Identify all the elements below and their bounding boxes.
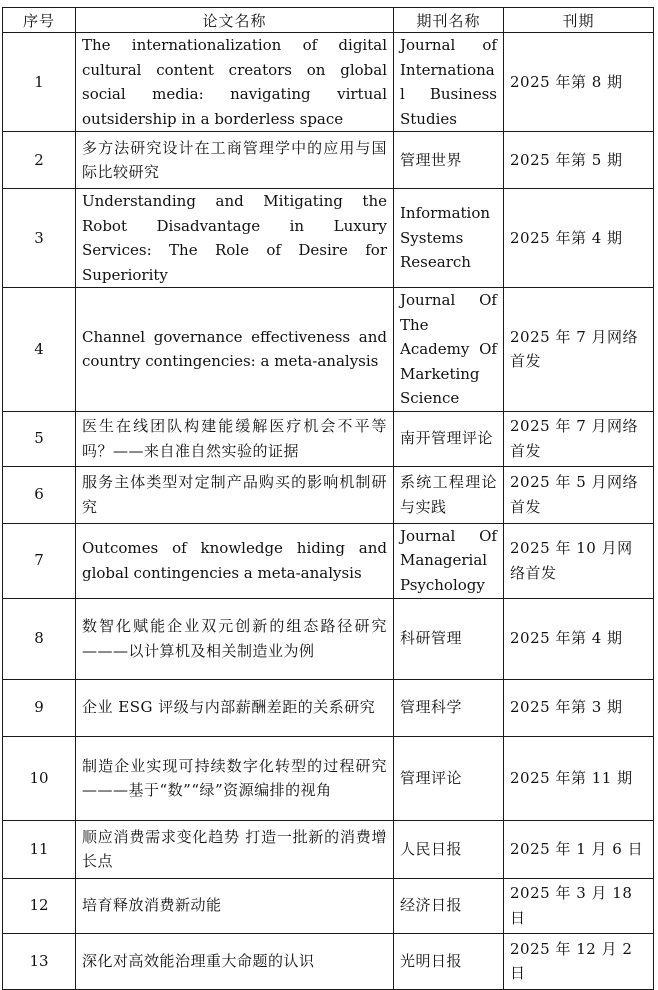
header-issue: 刊期: [504, 8, 654, 33]
table-row: [3, 598, 654, 679]
table-row: [3, 878, 654, 933]
issue-date: 2025 年第 3 期: [504, 679, 654, 736]
paper-title: 多方法研究设计在工商管理学中的应用与国际比较研究: [76, 132, 394, 189]
issue-date: 2025 年第 11 期: [504, 736, 654, 820]
row-number: 6: [3, 466, 76, 523]
journal-name: 科研管理: [394, 598, 504, 679]
journal-name: 系统工程理论与实践: [394, 466, 504, 523]
journal-name: 南开管理评论: [394, 411, 504, 466]
issue-date: 2025 年 5 月网络首发: [504, 466, 654, 523]
table-row: [3, 736, 654, 820]
issue-date: 2025 年 7 月网络首发: [504, 288, 654, 412]
row-number: 3: [3, 189, 76, 288]
paper-title: Understanding and Mitigating the Robot Disadvantage in Luxury Services: The Role of Desire for Superiority: [76, 189, 394, 288]
issue-date: 2025 年 1 月 6 日: [504, 820, 654, 878]
table-row: [3, 288, 654, 412]
issue-date: 2025 年 12 月 2 日: [504, 933, 654, 989]
paper-title: 培育释放消费新动能: [76, 878, 394, 933]
issue-date: 2025 年第 8 期: [504, 33, 654, 132]
table-row: [3, 189, 654, 288]
table-row: [3, 466, 654, 523]
header-row: [3, 8, 654, 33]
journal-name: 经济日报: [394, 878, 504, 933]
journal-name: Journal of International Business Studies: [394, 33, 504, 132]
issue-date: 2025 年第 5 期: [504, 132, 654, 189]
paper-title: 医生在线团队构建能缓解医疗机会不平等吗？——来自准自然实验的证据: [76, 411, 394, 466]
issue-date: 2025 年 7 月网络首发: [504, 411, 654, 466]
publication-table: [2, 7, 654, 990]
issue-date: 2025 年第 4 期: [504, 598, 654, 679]
row-number: 1: [3, 33, 76, 132]
header-paper-title: 论文名称: [76, 8, 394, 33]
journal-name: 管理评论: [394, 736, 504, 820]
row-number: 11: [3, 820, 76, 878]
row-number: 4: [3, 288, 76, 412]
table-row: [3, 679, 654, 736]
paper-title: 企业 ESG 评级与内部薪酬差距的关系研究: [76, 679, 394, 736]
paper-title: Outcomes of knowledge hiding and global contingencies a meta-analysis: [76, 523, 394, 598]
issue-date: 2025 年 10 月网络首发: [504, 523, 654, 598]
paper-title: 数智化赋能企业双元创新的组态路径研究———以计算机及相关制造业为例: [76, 598, 394, 679]
journal-name: 管理世界: [394, 132, 504, 189]
journal-name: 管理科学: [394, 679, 504, 736]
row-number: 9: [3, 679, 76, 736]
row-number: 13: [3, 933, 76, 989]
issue-date: 2025 年 3 月 18 日: [504, 878, 654, 933]
table-body: [3, 33, 654, 990]
row-number: 12: [3, 878, 76, 933]
journal-name: Information Systems Research: [394, 189, 504, 288]
table-row: [3, 411, 654, 466]
row-number: 5: [3, 411, 76, 466]
paper-title: Channel governance effectiveness and country contingencies: a meta-analysis: [76, 288, 394, 412]
journal-name: 人民日报: [394, 820, 504, 878]
paper-title: 制造企业实现可持续数字化转型的过程研究———基于“数”“绿”资源编排的视角: [76, 736, 394, 820]
journal-name: Journal Of The Academy Of Marketing Science: [394, 288, 504, 412]
table-row: [3, 33, 654, 132]
row-number: 2: [3, 132, 76, 189]
table-row: [3, 132, 654, 189]
table-row: [3, 523, 654, 598]
header-number: 序号: [3, 8, 76, 33]
journal-name: Journal Of Managerial Psychology: [394, 523, 504, 598]
table-row: [3, 933, 654, 989]
journal-name: 光明日报: [394, 933, 504, 989]
paper-title: 服务主体类型对定制产品购买的影响机制研究: [76, 466, 394, 523]
row-number: 10: [3, 736, 76, 820]
table-header: [3, 8, 654, 33]
paper-title: 顺应消费需求变化趋势 打造一批新的消费增长点: [76, 820, 394, 878]
paper-title: 深化对高效能治理重大命题的认识: [76, 933, 394, 989]
header-journal: 期刊名称: [394, 8, 504, 33]
issue-date: 2025 年第 4 期: [504, 189, 654, 288]
paper-title: The internationalization of digital cultural content creators on global social media: navigating virtual outsidership in a borderless space: [76, 33, 394, 132]
row-number: 8: [3, 598, 76, 679]
table-row: [3, 820, 654, 878]
row-number: 7: [3, 523, 76, 598]
